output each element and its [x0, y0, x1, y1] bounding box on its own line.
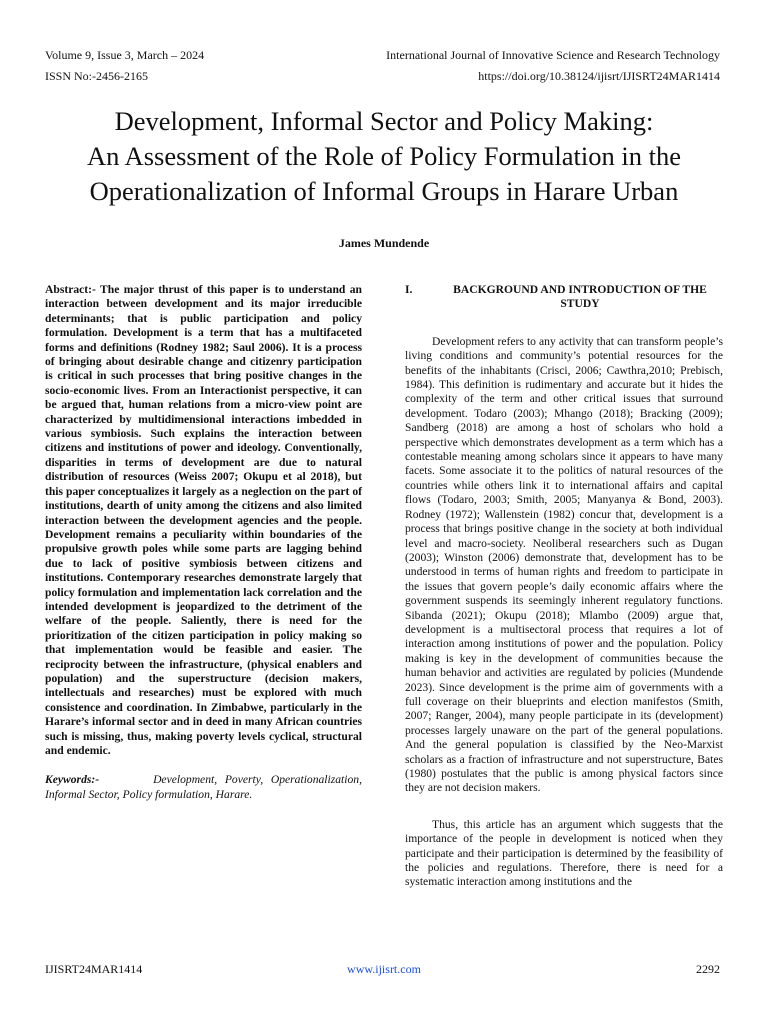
section-number: I. — [405, 283, 413, 296]
keywords — [45, 773, 362, 802]
title-line-3: Operationalization of Informal Groups in Harare Urban — [89, 176, 679, 206]
page-number: 2292 — [696, 962, 720, 976]
body-paragraph-1: Development refers to any activity that can transform people’s living conditions and community’s potential resources for the benefits of the inhabitants (Crisci, 2006; Cawthra,2010; Prebisch, 1984). This definition is rudimentary and accurate but it hides the complexity of the term and other critical issues that surround development. Todaro (2003); Mhango (2018); Bracking (2009); Sandberg (2018) are among a host of scholars who hold a perspective which demonstrates development as a term which has a contestable meaning among scholars since it appears to have many facets. Some associate it to the politics of natural resources of the countries while others link it to international affairs and capital flows (Todaro, 2003; Smith, 2005; Manyanya & Bond, 2003). Rodney (1972); Wallenstein (1982) concur that, development is a process that brings positive change in the society at both individual level and macro-society. Neoliberal researchers such as Dugan (2003); Winston (2006) demonstrate that, development has to be understood in terms of human rights and freedom to participate in the issues that govern people’s daily economic affairs where the government suspends its seemingly inherent regulatory functions. Sibanda (2021); Okupu (2018); Mlambo (2009) argue that, development is a multisectoral process that requires a lot of interaction among institutions of power and the population. Policy making is key in the development of communities because the human behavior and activities are regulated by policies (Mundende 2023). Since development is the prime aim of governments with a full coverage on their blueprints and election manifestos (Smith, 2007; Ranger, 2004), many people participate in its (development) processes largely unaware on the part of the general populations. And the general population is classified by the Neo-Marxist scholars as a fraction of infrastructure and not superstructure, Bates (1980) postulates that the public is among physical factors since they are not decision makers. — [405, 334, 723, 795]
section-heading — [405, 283, 723, 312]
right-column — [405, 283, 723, 890]
doi-link[interactable]: https://doi.org/10.38124/ijisrt/IJISRT24MAR1414 — [478, 69, 720, 83]
abstract-text: Abstract:- The major thrust of this paper is to understand an interaction between development and its major irreducible determinants; that is public participation and policy formulation. Development is a term that has a multifaceted forms and definitions (Rodney 1982; Saul 2006). It is a process of bringing about desirable change and citizenry participation is critical in such processes that bring positive changes in the socio-economic lives. From an Interactionist perspective, it can be argued that, human relations from a micro-view point are characterized by multidimensional interactions imbedded in various symbiosis. Such explains the interaction between citizens and institutions of power and ideology. Conventionally, disparities in terms of development are due to natural distribution of resources (Weiss 2007; Okupu et al 2018), but this paper conceptualizes it largely as a neglection on the part of institutions, dearth of unity among the citizens and also limited interaction between the development agencies and the people. Development remains a peculiarity within boundaries of the propulsive growth poles while some parts are lagging behind due to lack of positive symbiosis between citizens and institutions. Contemporary researches demonstrate largely that policy formulation and implementation lack correlation and the intended development is jeopardized to the detriment of the welfare of the people. Saliently, there is need for the prioritization of the citizen participation in policy making so that implementation would be feasible and easier. The reciprocity between the infrastructure, (physical enablers and population) and the superstructure (decision makers, intellectuals and researches) must be explored with much consistence and coordination. In Zimbabwe, particularly in the Harare’s informal sector and in deed in many African countries such is missing, thus, making poverty levels cyclical, structural and endemic. — [45, 283, 362, 757]
left-column — [45, 283, 362, 802]
title-line-2: An Assessment of the Role of Policy Formulation in the — [87, 141, 681, 171]
keywords-text: Development, Poverty, Operationalization, Informal Sector, Policy formulation, Harare. — [45, 773, 362, 801]
journal-volume: Volume 9, Issue 3, March – 2024 — [45, 48, 205, 62]
abstract — [45, 283, 362, 758]
journal-issn: ISSN No:-2456-2165 — [45, 69, 149, 83]
body-paragraph-2: Thus, this article has an argument which suggests that the importance of the people in development is noticed when they participate and their participation is determined by the feasibility of the policies and regulations. Therefore, there is need for a systematic interaction among institutions and the — [405, 817, 723, 889]
author-name: James Mundende — [338, 236, 430, 250]
keywords-label: Keywords:- — [45, 773, 100, 787]
footer-paper-id: IJISRT24MAR1414 — [45, 962, 143, 976]
section-title: BACKGROUND AND INTRODUCTION OF THE STUDY — [453, 283, 707, 311]
journal-name: International Journal of Innovative Science and Research Technology — [386, 48, 720, 62]
paper-title — [20, 104, 748, 209]
footer-website-link[interactable]: www.ijisrt.com — [347, 962, 421, 976]
title-line-1: Development, Informal Sector and Policy Making: — [114, 106, 654, 136]
